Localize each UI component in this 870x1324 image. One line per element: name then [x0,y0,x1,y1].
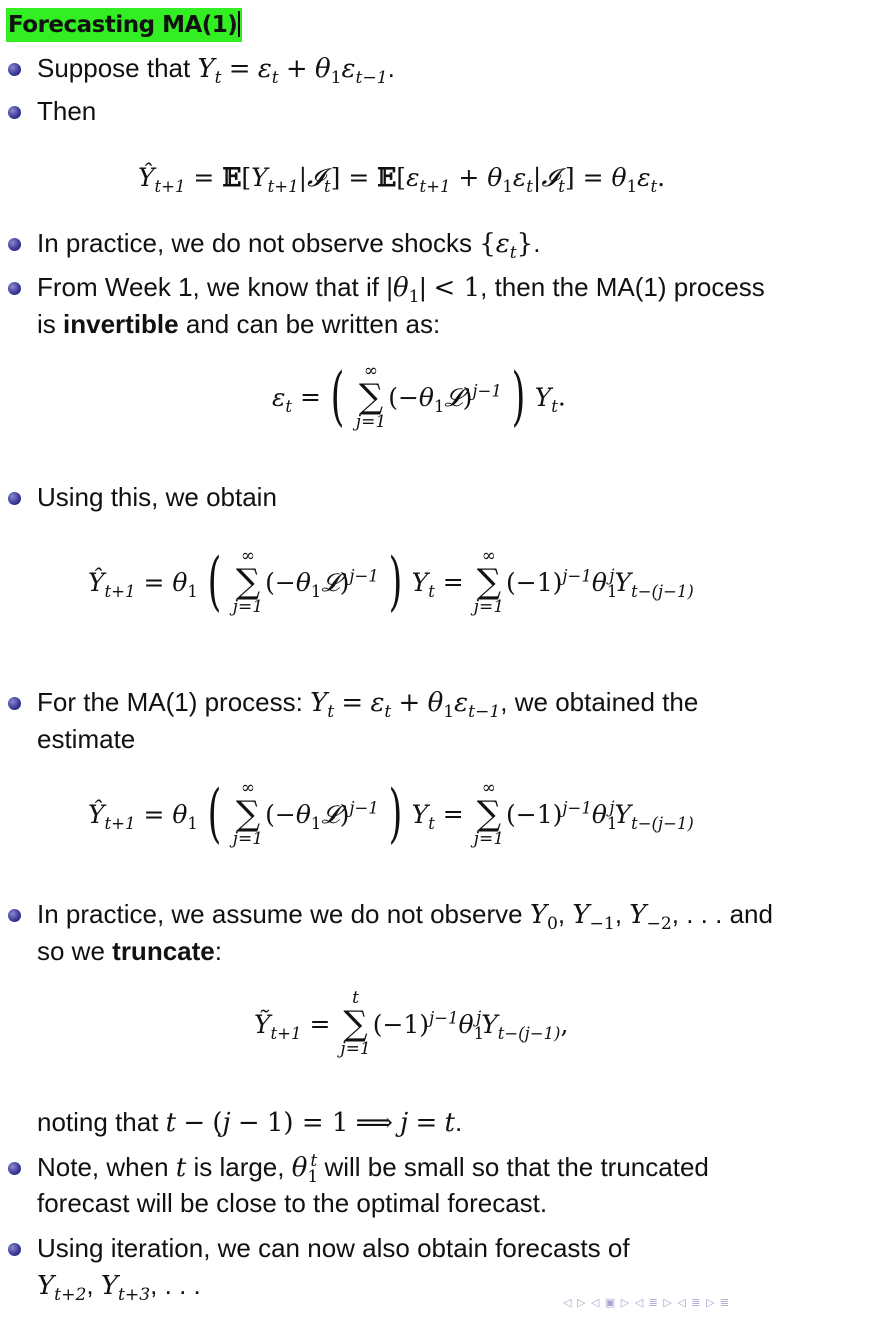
beamer-navigation-icons[interactable]: ◁ ▷ ◁ ▣ ▷ ◁ ≣ ▷ ◁ ≣ ▷ ≣ [563,1296,731,1309]
slide-title: Forecasting MA(1) [6,8,242,42]
bullet-marker [8,63,21,76]
bullet-then: Then [37,96,97,126]
equation-forecast-sum-2: $Ŷ_{t+1} = \theta_1$ ( ∞ ∑ j=1 $(-\theta_1𝓛)^{j-1}$ ) $Y_t$ = ∞ ∑ j=1 $(-1)^{j-1}\theta_1^jY_{t-(j-1)}$ [88,777,694,851]
bullet-iteration: Using iteration, we can now also obtain forecasts of [37,1233,630,1263]
equation-truncated: Ỹ$_{t+1}$ = t ∑ j=1 $(-1)^{j-1}\theta_1^jY_{t-(j-1)}$, [254,988,569,1059]
bullet-practice-truncate-cont: so we truncate: [37,936,222,966]
bullet-marker [8,238,21,251]
equation-invertible: $\varepsilon_t$ = ( ∞ ∑ j=1 $(-\theta_1𝓛)^{j-1}$ ) $Y_t$. [272,360,566,434]
bullet-marker [8,492,21,505]
noting-line: noting that t − (j − 1) = 1 ⟹ j = t. [37,1107,463,1138]
bullet-note-cont: forecast will be close to the optimal forecast. [37,1188,548,1218]
text-cursor [238,11,240,37]
equation-forecast-def: $Ŷ_{t+1}$ = $𝔼[Y_{t+1}|𝓘_t]$ = $𝔼[\varepsilon_{t+1}$ + $\theta_1\varepsilon_t|𝓘_t] = \theta_1\varepsilon_t$. [138,163,666,196]
bullet-using-this: Using this, we obtain [37,482,277,512]
bullet-note: Note, when t is large, $\theta_1^t$ will be small so that the truncated [37,1151,709,1188]
bullet-marker [8,282,21,295]
bullet-week1-cont: is invertible and can be written as: [37,309,441,339]
bullet-marker [8,1162,21,1175]
bullet-practice-shocks: In practice, we do not observe shocks $\{\varepsilon_t\}$. [37,228,541,264]
equation-forecast-sum-1: $Ŷ_{t+1} = \theta_1$ ( ∞ ∑ j=1 $(-\theta_1𝓛)^{j-1}$ ) $Y_t$ = ∞ ∑ j=1 $(-1)^{j-1}\theta_1^jY_{t-(j-1)}$ [88,545,694,619]
bullet-iteration-cont: $Y_{t+2}$, $Y_{t+3}$, . . . [37,1270,201,1306]
bullet-week1: From Week 1, we know that if $|\theta_1| < 1$, then the MA(1) process [37,272,765,308]
bullet-marker [8,697,21,710]
bullet-suppose: Suppose that $Y_t = \varepsilon_t + \theta_1\varepsilon_{t-1}$. [37,53,395,89]
bullet-marker [8,106,21,119]
bullet-marker [8,1243,21,1256]
bullet-for-ma1-cont: estimate [37,724,136,754]
bullet-practice-truncate: In practice, we assume we do not observe $Y_0$, $Y_{-1}$, $Y_{-2}$, . . . and [37,899,773,935]
bullet-marker [8,909,21,922]
bullet-for-ma1: For the MA(1) process: $Y_t = \varepsilon_t + \theta_1\varepsilon_{t-1}$, we obtained the [37,687,699,723]
